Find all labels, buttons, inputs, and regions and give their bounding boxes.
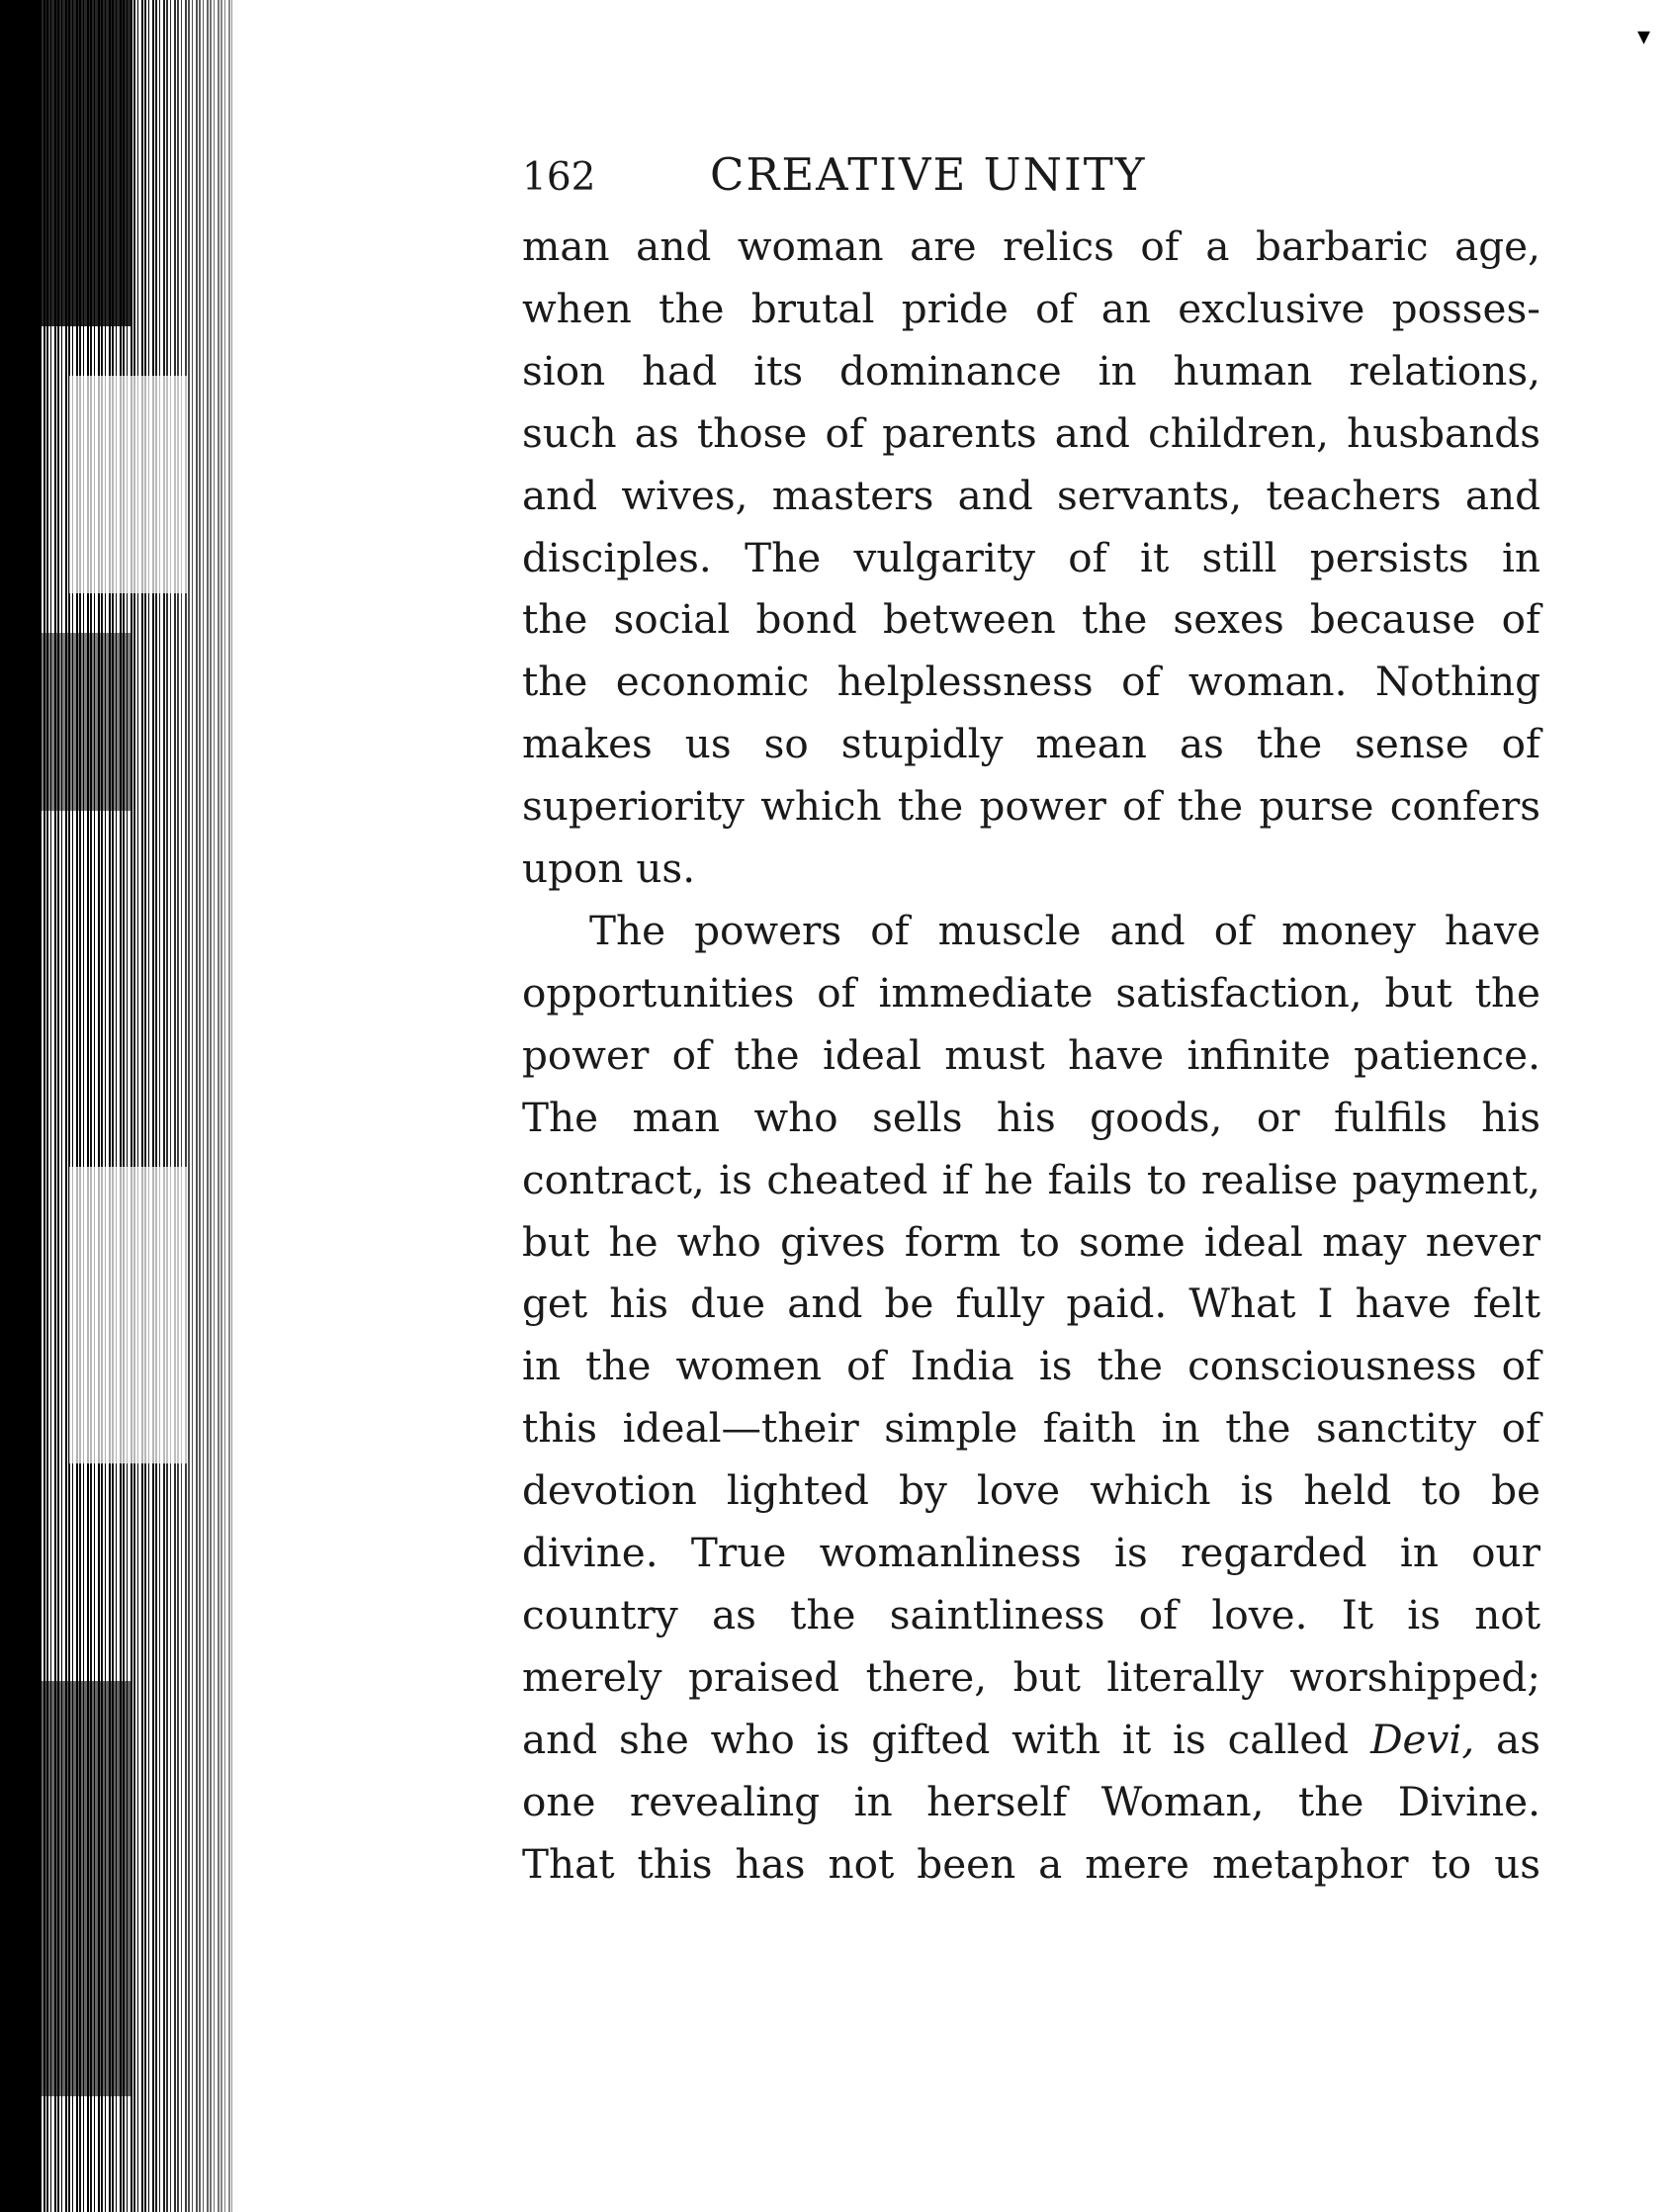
binding-band: [42, 633, 131, 811]
text-line: get his due and be fully paid. What I have felt: [522, 1280, 1540, 1328]
body-text: [522, 216, 1540, 1895]
text-line: disciples. The vulgarity of it still persists in: [522, 533, 1540, 581]
text-line: opportunities of immediate satisfaction, but the: [522, 968, 1540, 1017]
italic-term: Devi,: [1370, 1715, 1475, 1763]
paragraph-2: [522, 900, 1540, 1896]
text-line: That this has not been a mere metaphor to us: [522, 1839, 1540, 1888]
text-line: the social bond between the sexes because of: [522, 595, 1540, 644]
page-number: 162: [522, 155, 596, 200]
binding-band: [42, 0, 131, 326]
binding-fade: [148, 0, 232, 2212]
text-line-with-italic: [522, 1709, 1540, 1771]
text-line: the economic helplessness of woman. Nothing: [522, 658, 1540, 706]
binding-band: [42, 1681, 131, 2096]
text-line: country as the saintliness of love. It is not: [522, 1590, 1540, 1638]
text-line: man and woman are relics of a barbaric age,: [522, 222, 1540, 270]
text-line: contract, is cheated if he fails to realise payment,: [522, 1155, 1540, 1203]
text-line: but he who gives form to some ideal may never: [522, 1217, 1540, 1266]
corner-mark: ▾: [1636, 22, 1650, 51]
paragraph-1: [522, 216, 1540, 900]
line-start: and she who is gifted with it is called: [522, 1715, 1371, 1763]
line-end: as: [1474, 1715, 1540, 1763]
text-line: sion had its dominance in human relations,: [522, 346, 1540, 395]
text-line: superiority which the power of the purse confers: [522, 782, 1540, 831]
scanned-binding-edge: [0, 0, 232, 2212]
text-line: such as those of parents and children, husbands: [522, 408, 1540, 457]
text-line: upon us.: [522, 844, 696, 893]
text-line: when the brutal pride of an exclusive posses-: [522, 284, 1540, 332]
text-line: merely praised there, but literally worshipped;: [522, 1652, 1540, 1701]
page-header: [522, 148, 1540, 216]
text-line: in the women of India is the consciousness of: [522, 1342, 1540, 1390]
text-line: divine. True womanliness is regarded in our: [522, 1529, 1540, 1577]
book-page: [522, 148, 1540, 1895]
running-title: CREATIVE UNITY: [710, 148, 1147, 201]
binding-shadow: [0, 0, 42, 2212]
text-line: The powers of muscle and of money have: [589, 906, 1540, 954]
text-line: and wives, masters and servants, teachers and: [522, 471, 1540, 519]
text-line: devotion lighted by love which is held to be: [522, 1466, 1540, 1515]
text-line: one revealing in herself Woman, the Divine.: [522, 1777, 1540, 1825]
text-line: power of the ideal must have infinite patience.: [522, 1030, 1540, 1079]
text-line: this ideal—their simple faith in the sanctity of: [522, 1404, 1540, 1453]
text-line: makes us so stupidly mean as the sense of: [522, 720, 1540, 768]
text-line: The man who sells his goods, or fulfils his: [522, 1093, 1540, 1141]
